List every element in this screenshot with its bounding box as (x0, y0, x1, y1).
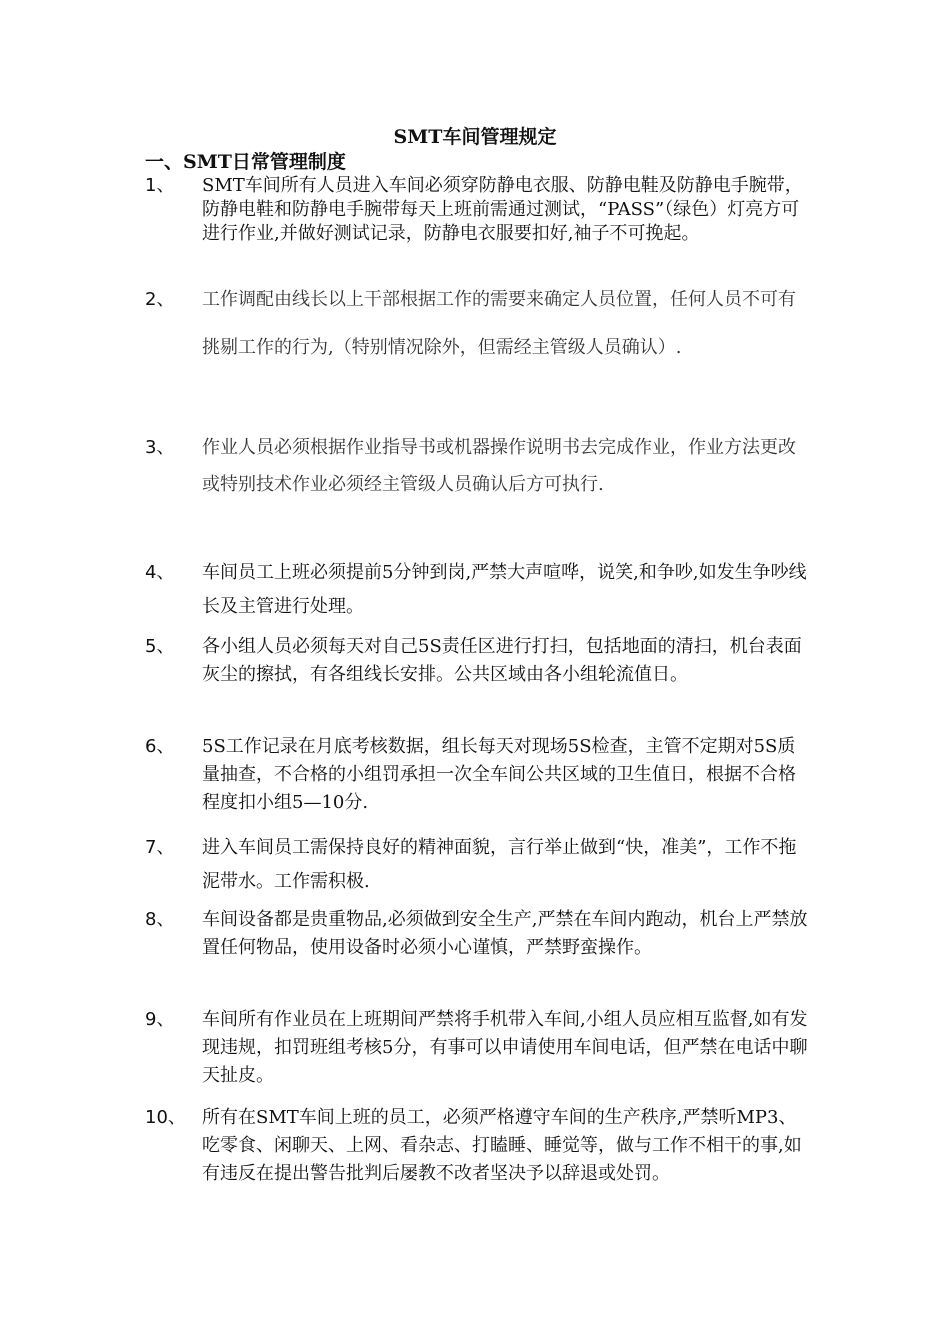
list-item-text: 工作调配由线长以上干部根据工作的需要来确定人员位置，任何人员不可有挑剔工作的行为,（特别情况除外，但需经主管级人员确认）. (202, 289, 796, 358)
list-item-6 (145, 733, 815, 817)
list-item-5 (145, 633, 815, 689)
list-item-9 (145, 1006, 815, 1090)
list-item-7 (145, 831, 815, 899)
list-item-text: 进入车间员工需保持良好的精神面貌，言行举止做到“快，准美”，工作不拖泥带水。工作需积极. (202, 837, 797, 892)
list-item-number: 1、 (145, 175, 175, 196)
list-item-10 (145, 1104, 815, 1188)
list-item-number: 2、 (145, 289, 175, 310)
list-item-number: 5、 (145, 636, 175, 657)
list-item-number: 4、 (145, 562, 175, 583)
list-item-text: 车间员工上班必须提前5分钟到岗,严禁大声喧哗，说笑,和争吵,如发生争吵线长及主管进行处理。 (202, 562, 807, 617)
list-item-number: 10、 (145, 1107, 186, 1128)
list-item-number: 3、 (145, 437, 175, 458)
list-item-text: 车间设备都是贵重物品,必须做到安全生产,严禁在车间内跑动，机台上严禁放置任何物品，使用设备时必须小心谨慎，严禁野蛮操作。 (202, 909, 808, 958)
section-heading: 一、SMT日常管理制度 (145, 151, 346, 173)
list-item-3 (145, 429, 815, 503)
list-item-text: 各小组人员必须每天对自己5S责任区进行打扫，包括地面的清扫，机台表面灰尘的擦拭，有各组线长安排。公共区域由各小组轮流值日。 (202, 636, 802, 685)
list-item-8 (145, 906, 815, 962)
list-item-number: 6、 (145, 736, 175, 757)
list-item-number: 8、 (145, 909, 175, 930)
list-item-1 (145, 174, 815, 246)
list-item-2 (145, 276, 815, 372)
list-item-text: 所有在SMT车间上班的员工，必须严格遵守车间的生产秩序,严禁听MP3、吃零食、闲聊天、上网、看杂志、打瞌睡、睡觉等，做与工作不相干的事,如有违反在提出警告批判后屡教不改者坚决予以辞退或处罚。 (202, 1107, 802, 1184)
list-item-4 (145, 556, 815, 624)
document-title: SMT车间管理规定 (393, 126, 557, 148)
list-item-text: 作业人员必须根据作业指导书或机器操作说明书去完成作业，作业方法更改或特别技术作业必须经主管级人员确认后方可执行. (202, 437, 796, 495)
list-item-text: 车间所有作业员在上班期间严禁将手机带入车间,小组人员应相互监督,如有发现违规，扣罚班组考核5分，有事可以申请使用车间电话，但严禁在电话中聊天扯皮。 (202, 1009, 808, 1086)
list-item-number: 7、 (145, 837, 175, 858)
list-item-text: 5S工作记录在月底考核数据，组长每天对现场5S检查，主管不定期对5S质量抽查，不合格的小组罚承担一次全车间公共区域的卫生值日，根据不合格程度扣小组5—10分. (202, 736, 796, 813)
list-item-text: SMT车间所有人员进入车间必须穿防静电衣服、防静电鞋及防静电手腕带， 防静电鞋和防静电手腕带每天上班前需通过测试，“PASS”（绿色）灯亮方可进行作业,并做好测试记录，防静电衣服要扣好,袖子不可挽起。 (202, 175, 803, 244)
list-item-number: 9、 (145, 1009, 175, 1030)
